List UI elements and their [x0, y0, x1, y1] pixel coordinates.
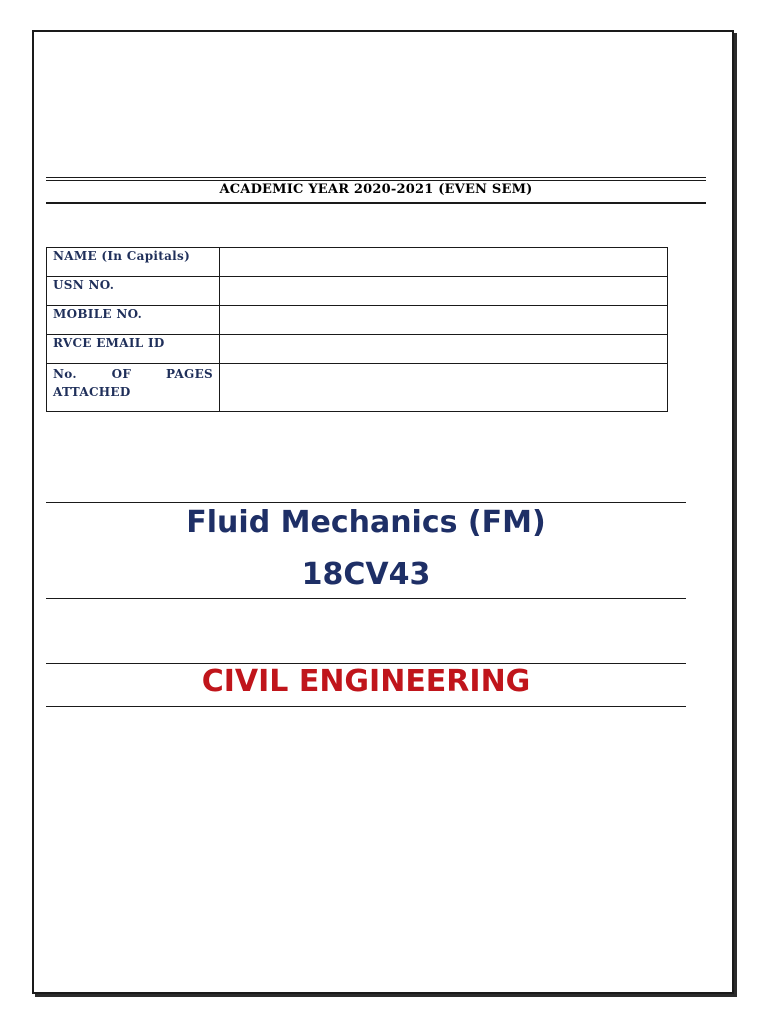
email-field[interactable]	[220, 335, 668, 364]
pages-label	[47, 364, 220, 412]
pages-label-text: No. OF PAGES ATTACHED	[53, 367, 213, 399]
department-name: CIVIL ENGINEERING	[201, 664, 531, 699]
course-title: Fluid Mechanics (FM)	[186, 505, 546, 540]
email-label: RVCE EMAIL ID	[47, 335, 220, 364]
name-label: NAME (In Capitals)	[47, 248, 220, 277]
header-top-rule-1	[46, 177, 706, 178]
table-row-pages	[47, 364, 668, 412]
usn-field[interactable]	[220, 277, 668, 306]
header-top-rule-2	[46, 180, 706, 181]
table-row-usn	[47, 277, 668, 306]
table-row-name	[47, 248, 668, 277]
mobile-label: MOBILE NO.	[47, 306, 220, 335]
table-row-email	[47, 335, 668, 364]
usn-label: USN NO.	[47, 277, 220, 306]
department-bottom-rule	[46, 706, 686, 707]
mobile-field[interactable]	[220, 306, 668, 335]
header-bottom-rule	[46, 202, 706, 204]
academic-year-heading: ACADEMIC YEAR 2020-2021 (EVEN SEM)	[219, 182, 533, 197]
pages-field[interactable]	[220, 364, 668, 412]
name-field[interactable]	[220, 248, 668, 277]
course-code: 18CV43	[301, 557, 431, 592]
table-row-mobile	[47, 306, 668, 335]
student-info-table	[46, 247, 668, 412]
course-bottom-rule	[46, 598, 686, 599]
course-top-rule	[46, 502, 686, 503]
